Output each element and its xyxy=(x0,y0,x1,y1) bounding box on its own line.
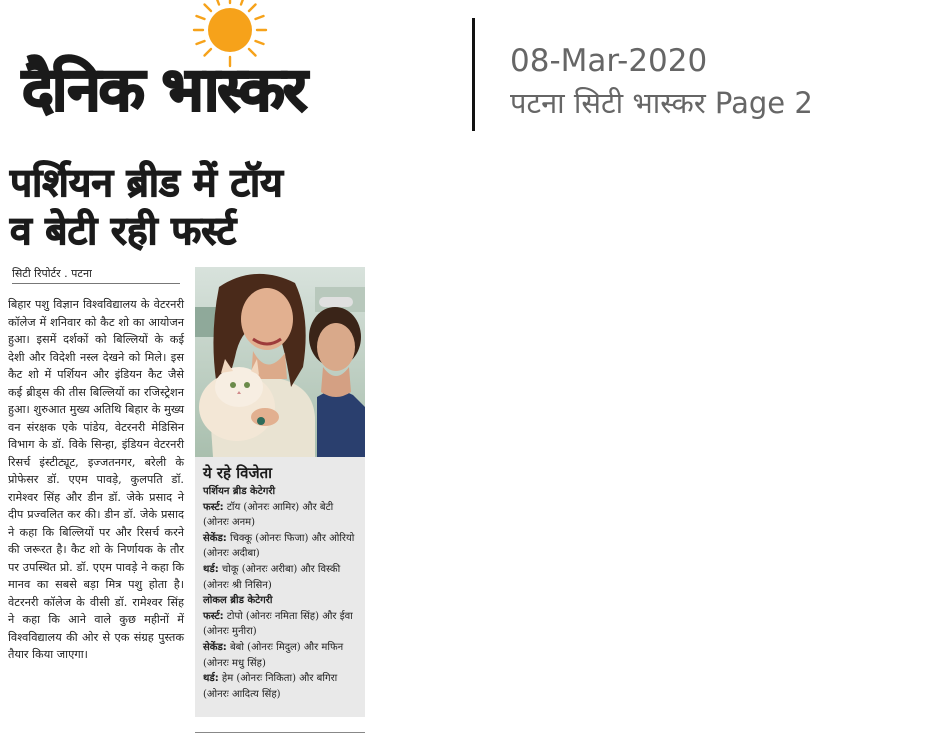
winner-names: बेबो (ओनरः मिदुल) और मफिन (ओनरः मधु सिंह) xyxy=(203,641,344,669)
winner-entry xyxy=(203,531,359,562)
article-photo xyxy=(195,267,365,457)
article-byline: सिटी रिपोर्टर . पटना xyxy=(12,267,92,280)
bottom-divider xyxy=(195,732,365,733)
photo-two-women-with-cat xyxy=(195,267,365,457)
winner-names: चिक्कू (ओनरः फिजा) और ओरियो (ओनरः अदीबा) xyxy=(203,532,355,560)
edition-date: 08-Mar-2020 xyxy=(510,43,708,79)
byline-divider xyxy=(12,283,180,284)
winner-names: हेम (ओनरः निकिता) और बगिरा (ओनरः आदित्य सिंह) xyxy=(203,673,338,700)
winner-entry xyxy=(203,640,359,671)
headline-line-2: व बेटी रही फर्स्ट xyxy=(10,209,237,254)
winner-rank: थर्ड: xyxy=(203,563,219,575)
winner-names: टोपो (ओनरः नमिता सिंह) और ईवा (ओनरः मुनीरा) xyxy=(203,610,353,638)
newspaper-logo: दैनिक भास्कर xyxy=(22,55,306,125)
winner-rank: फर्स्ट: xyxy=(203,501,224,513)
winner-entry xyxy=(203,562,359,593)
winner-rank: फर्स्ट: xyxy=(203,610,224,622)
winner-entry xyxy=(203,671,359,702)
edition-page-label: पटना सिटी भास्कर Page 2 xyxy=(510,86,813,120)
winner-entry xyxy=(203,500,359,531)
winner-rank: सेकेंड: xyxy=(203,641,227,653)
article-body: बिहार पशु विज्ञान विश्वविद्यालय के वेटरनरी कॉलेज में शनिवार को कैट शो का आयोजन हुआ। इसमें दर्शकों को बिल्लियों के कई देशी और विदेशी नस्ल देखने को मिले। इस कैट शो में पर्शियन और इंडियन कैट जैसे कई ब्रीड्स की तीस बिल्लियों का रजिस्ट्रेशन हुआ। शुरुआत मुख्य अतिथि बिहार के मुख्य वन संरक्षक एके पांडेय, वेटरनरी मेडिसिन विभाग के डॉ. विके सिन्हा, इंडियन वेटरनरी रिसर्च इंस्टीट्यूट, इज्जतनगर, बरेली के प्रोफेसर डॉ. एएम पावड़े, कुलपति डॉ. रामेश्वर सिंह और डीन डॉ. जेके प्रसाद ने दीप प्रज्वलित कर की। डीन डॉ. जेके प्रसाद ने कहा कि बिल्लियों पर और रिसर्च करने की जरूरत है। कैट शो के निर्णायक के तौर पर उपस्थित प्रो. डॉ. एएम पावड़े ने कहा कि मानव का सबसे बड़ा मित्र पशु होता है। वेटरनरी कॉलेज के वीसी डॉ. रामेश्वर सिंह ने कहा कि आने वाले कुछ महीनों में विश्वविद्यालय की ओर से एक संग्रह पुस्तक तैयार किया जाएगा। xyxy=(8,298,184,661)
category-heading: लोकल ब्रीड केटेगरी xyxy=(203,595,273,607)
winners-title: ये रहे विजेता xyxy=(203,464,273,482)
category-heading: पर्शियन ब्रीड केटेगरी xyxy=(203,486,276,497)
winner-names: टॉय (ओनरः आमिर) और बेटी (ओनरः अनम) xyxy=(203,501,334,529)
winner-names: चोकू (ओनरः अरीबा) और विस्की (ओनरः श्री निसिन) xyxy=(203,563,341,591)
headline-line-1: पर्शियन ब्रीड में टॉय xyxy=(10,161,283,206)
winners-box xyxy=(195,457,365,717)
winner-rank: थर्ड: xyxy=(203,673,219,685)
masthead-divider xyxy=(472,18,475,131)
article-headline xyxy=(10,160,430,256)
winner-rank: सेकेंड: xyxy=(203,532,227,544)
winner-entry xyxy=(203,609,359,640)
